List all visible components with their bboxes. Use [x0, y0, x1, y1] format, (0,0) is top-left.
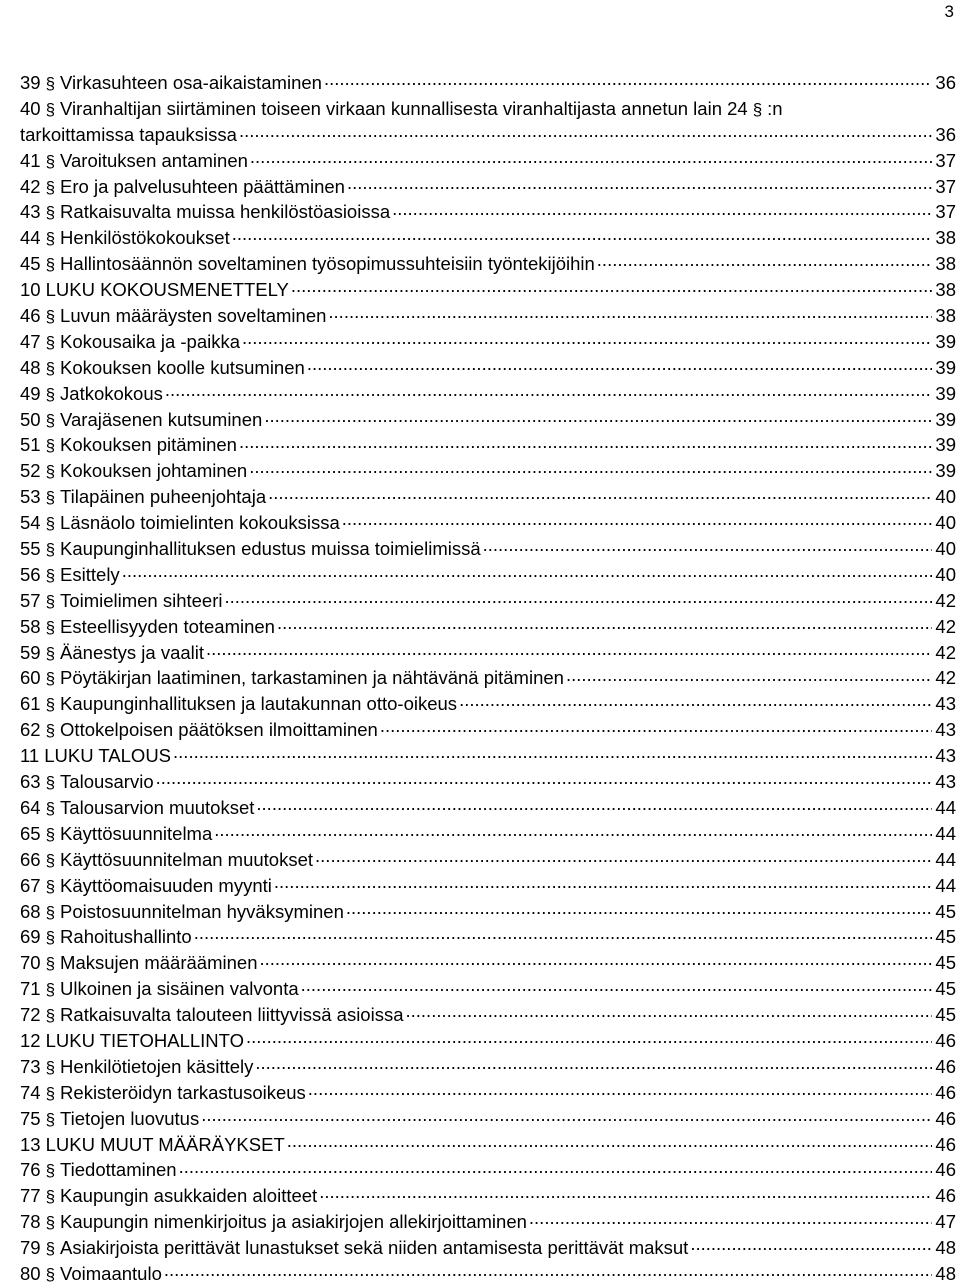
toc-entry[interactable]: [20, 769, 956, 795]
toc-entry-page: 44: [935, 874, 956, 896]
toc-entry-title: Kaupungin nimenkirjoitus ja asiakirjojen allekirjoittaminen: [60, 1211, 527, 1233]
toc-entry-page: 40: [935, 563, 956, 585]
toc-entry-title: Viranhaltijan siirtäminen toiseen virkaan kunnallisesta viranhaltijasta annetun lain 24: [60, 97, 748, 119]
toc-entry-title: Kokousaika ja -paikka: [60, 330, 241, 352]
dot-leader: [179, 1158, 932, 1177]
toc-entry-title: LUKU MUUT MÄÄRÄYKSET: [45, 1133, 285, 1155]
toc-entry[interactable]: [20, 614, 956, 640]
dot-leader: [342, 511, 932, 530]
toc-entry-number: 68: [20, 900, 41, 922]
toc-entry-number: 77: [20, 1185, 41, 1207]
toc-entry-page: 39: [935, 330, 956, 352]
section-sign-icon: §: [45, 1213, 56, 1233]
toc-entry[interactable]: [20, 381, 956, 407]
section-sign-icon: §: [45, 151, 56, 171]
toc-entry[interactable]: [20, 148, 956, 174]
toc-entry-page: 42: [935, 615, 956, 637]
toc-entry-number: 80: [20, 1262, 41, 1284]
toc-entry-page: 46: [935, 1159, 956, 1181]
toc-entry-title: Luvun määräysten soveltaminen: [60, 305, 327, 327]
toc-entry-number: 72: [20, 1004, 41, 1026]
dot-leader: [690, 1236, 932, 1255]
toc-entry-number: 47: [20, 330, 41, 352]
toc-entry[interactable]: [20, 873, 956, 899]
dot-leader: [291, 278, 932, 297]
toc-entry-title: Esittely: [60, 563, 120, 585]
toc-entry[interactable]: [20, 174, 956, 200]
dot-leader: [239, 433, 932, 452]
section-sign-icon: §: [45, 436, 56, 456]
toc-chapter[interactable]: [20, 1028, 956, 1054]
dot-leader: [122, 562, 932, 581]
toc-entry-number: 58: [20, 615, 41, 637]
toc-chapter[interactable]: [20, 277, 956, 303]
toc-entry-number: 11: [20, 745, 40, 767]
toc-entry-number: 50: [20, 408, 41, 430]
toc-entry-title: Poistosuunnitelman hyväksyminen: [60, 900, 344, 922]
dot-leader: [256, 795, 932, 814]
toc-entry-number: 40: [20, 97, 41, 119]
section-sign-icon: §: [45, 980, 56, 1000]
toc-entry-page: 38: [935, 279, 956, 301]
section-sign-icon: §: [45, 229, 56, 249]
toc-entry-page: 40: [935, 512, 956, 534]
toc-entry-number: 43: [20, 201, 41, 223]
section-sign-icon: §: [45, 1006, 56, 1026]
toc-entry[interactable]: [20, 484, 956, 510]
dot-leader: [307, 355, 932, 374]
toc-entry[interactable]: [20, 1054, 956, 1080]
toc-entry-page: 43: [935, 693, 956, 715]
toc-entry-title: Ratkaisuvalta muissa henkilöstöasioissa: [60, 201, 391, 223]
toc-entry[interactable]: [20, 1209, 956, 1235]
toc-entry[interactable]: [20, 1106, 956, 1132]
toc-entry-title: LUKU TALOUS: [44, 745, 172, 767]
toc-entry-title: Äänestys ja vaalit: [60, 641, 205, 663]
section-sign-icon: §: [45, 695, 56, 715]
toc-entry-page: 37: [935, 201, 956, 223]
toc-entry[interactable]: [20, 1157, 956, 1183]
toc-entry[interactable]: [20, 795, 956, 821]
section-sign-icon: §: [45, 177, 56, 197]
toc-entry[interactable]: [20, 70, 956, 96]
toc-entry-page: 38: [935, 305, 956, 327]
dot-leader: [459, 692, 932, 711]
toc-entry-title: Tilapäinen puheenjohtaja: [60, 486, 267, 508]
toc-entry[interactable]: [20, 199, 956, 225]
toc-entry[interactable]: [20, 924, 956, 950]
section-sign-icon: §: [45, 1187, 56, 1207]
toc-entry-title: LUKU TIETOHALLINTO: [45, 1029, 245, 1051]
toc-entry-number: 60: [20, 667, 41, 689]
toc-entry-page: 37: [935, 175, 956, 197]
toc-entry-title: Pöytäkirjan laatiminen, tarkastaminen ja nähtävänä pitäminen: [60, 667, 564, 689]
toc-entry[interactable]: [20, 303, 956, 329]
toc-entry-title: Kaupunginhallituksen ja lautakunnan otto-oikeus: [60, 693, 458, 715]
toc-entry-page: 40: [935, 538, 956, 560]
toc-entry-page: 48: [935, 1237, 956, 1259]
toc-entry-page: 45: [935, 900, 956, 922]
section-sign-icon: §: [45, 928, 56, 948]
dot-leader: [380, 718, 932, 737]
toc-entry[interactable]: [20, 665, 956, 691]
dot-leader: [566, 666, 932, 685]
toc-entry[interactable]: [20, 432, 956, 458]
toc-entry-page: 38: [935, 253, 956, 275]
toc-entry-page: 46: [935, 1107, 956, 1129]
toc-entry[interactable]: [20, 1002, 956, 1028]
toc-entry-number: 44: [20, 227, 41, 249]
dot-leader: [214, 821, 932, 840]
toc-entry-number: 59: [20, 641, 41, 663]
section-sign-icon: §: [45, 850, 56, 870]
dot-leader: [156, 770, 932, 789]
toc-entry-page: 45: [935, 978, 956, 1000]
dot-leader: [287, 1132, 932, 1151]
toc-entry-page: 45: [935, 926, 956, 948]
section-sign-icon: §: [45, 74, 56, 93]
toc-entry-title: Kaupunginhallituksen edustus muissa toimielimissä: [60, 538, 481, 560]
toc-entry-page: 43: [935, 745, 956, 767]
section-sign-icon: §: [45, 358, 56, 378]
toc-entry[interactable]: [20, 536, 956, 562]
toc-entry[interactable]: [20, 950, 956, 976]
section-sign-icon: §: [45, 798, 56, 818]
toc-entry-title: Tiedottaminen: [60, 1159, 177, 1181]
toc-entry-page: 43: [935, 719, 956, 741]
toc-entry-number: 67: [20, 874, 41, 896]
toc-entry-number: 41: [20, 149, 41, 171]
toc-entry-title: Rahoitushallinto: [60, 926, 192, 948]
toc-entry-number: 42: [20, 175, 41, 197]
toc-entry-number: 54: [20, 512, 41, 534]
toc-entry-number: 64: [20, 796, 41, 818]
dot-leader: [206, 640, 932, 659]
toc-entry[interactable]: [20, 562, 956, 588]
dot-leader: [232, 226, 932, 245]
toc-entry-title: Tietojen luovutus: [60, 1107, 200, 1129]
section-sign-icon: §: [45, 902, 56, 922]
dot-leader: [264, 407, 932, 426]
toc-entry-page: 45: [935, 952, 956, 974]
section-sign-icon: §: [45, 384, 56, 404]
dot-leader: [242, 329, 932, 348]
section-sign-icon: §: [45, 332, 56, 352]
section-sign-icon: §: [45, 1239, 56, 1259]
toc-chapter[interactable]: [20, 743, 956, 769]
toc-entry-title: Ulkoinen ja sisäinen valvonta: [60, 978, 299, 1000]
toc-entry[interactable]: [20, 251, 956, 277]
toc-entry-title: Varoituksen antaminen: [60, 149, 248, 171]
section-sign-icon: §: [45, 307, 56, 327]
dot-leader: [392, 200, 932, 219]
toc-entry[interactable]: [20, 329, 956, 355]
toc-entry-page: 45: [935, 1004, 956, 1026]
toc-entry-page: 46: [935, 1055, 956, 1077]
toc-entry-title: Kokouksen pitäminen: [60, 434, 237, 456]
toc-entry-number: 74: [20, 1081, 41, 1103]
toc-entry-title: Kokouksen koolle kutsuminen: [60, 356, 305, 378]
toc-entry-number: 75: [20, 1107, 41, 1129]
toc-entry-page: 36: [935, 123, 956, 145]
toc-entry-title: Käyttösuunnitelman muutokset: [60, 848, 314, 870]
section-sign-icon: §: [45, 643, 56, 663]
toc-entry-title: Kokouksen johtaminen: [60, 460, 248, 482]
toc-entry-page: 47: [935, 1211, 956, 1233]
toc-entry[interactable]: [20, 355, 956, 381]
section-sign-icon: §: [45, 721, 56, 741]
toc-entry-number: 66: [20, 848, 41, 870]
dot-leader: [346, 899, 932, 918]
toc-entry-title: Käyttöomaisuuden myynti: [60, 874, 272, 896]
dot-leader: [255, 1054, 932, 1073]
toc-entry-page: 46: [935, 1029, 956, 1051]
page-number: 3: [944, 2, 954, 21]
toc-entry[interactable]: [20, 510, 956, 536]
toc-entry-number: 69: [20, 926, 41, 948]
toc-entry-title: Läsnäolo toimielinten kokouksissa: [60, 512, 340, 534]
section-sign-icon: §: [45, 954, 56, 974]
toc-entry-page: 44: [935, 848, 956, 870]
toc-entry-title: Kaupungin asukkaiden aloitteet: [60, 1185, 318, 1207]
dot-leader: [597, 252, 932, 271]
section-sign-icon: §: [45, 824, 56, 844]
toc-entry-number: 45: [20, 253, 41, 275]
dot-leader: [173, 744, 932, 763]
section-sign-icon: §: [752, 99, 763, 119]
toc-entry-title: LUKU KOKOUSMENETTELY: [45, 279, 289, 301]
toc-entry[interactable]: [20, 1261, 956, 1287]
toc-entry[interactable]: [20, 717, 956, 743]
dot-leader: [347, 174, 932, 193]
section-sign-icon: §: [45, 1109, 56, 1129]
toc-entry-page: 42: [935, 589, 956, 611]
section-sign-icon: §: [45, 540, 56, 560]
toc-entry[interactable]: [20, 588, 956, 614]
dot-leader: [259, 951, 932, 970]
toc-entry-title: Toimielimen sihteeri: [60, 589, 223, 611]
toc-entry-number: 13: [20, 1133, 41, 1155]
toc-entry-page: 39: [935, 356, 956, 378]
toc-entry[interactable]: [20, 1183, 956, 1209]
table-of-contents: [20, 70, 956, 1287]
toc-entry-page: 44: [935, 822, 956, 844]
dot-leader: [268, 485, 932, 504]
section-sign-icon: §: [45, 1057, 56, 1077]
section-sign-icon: §: [45, 617, 56, 637]
toc-entry-title: Varajäsenen kutsuminen: [60, 408, 263, 430]
toc-entry-number: 10: [20, 279, 41, 301]
section-sign-icon: §: [45, 1264, 56, 1284]
dot-leader: [406, 1003, 933, 1022]
section-sign-icon: §: [45, 99, 56, 119]
toc-entry[interactable]: [20, 847, 956, 873]
dot-leader: [165, 381, 932, 400]
toc-entry-page: 43: [935, 771, 956, 793]
toc-entry-page: 44: [935, 796, 956, 818]
dot-leader: [529, 1210, 932, 1229]
toc-entry-number: 76: [20, 1159, 41, 1181]
toc-entry[interactable]: [20, 225, 956, 251]
toc-entry-number: 78: [20, 1211, 41, 1233]
toc-entry-title: Ero ja palvelusuhteen päättäminen: [60, 175, 345, 197]
dot-leader: [301, 977, 932, 996]
section-sign-icon: §: [45, 203, 56, 223]
section-sign-icon: §: [45, 773, 56, 793]
toc-entry-title-suffix: :n: [767, 97, 783, 119]
toc-entry-title-continued: tarkoittamissa tapauksissa: [20, 123, 237, 145]
toc-entry-title: Henkilötietojen käsittely: [60, 1055, 254, 1077]
section-sign-icon: §: [45, 669, 56, 689]
toc-entry-title: Jatkokokous: [60, 382, 163, 404]
toc-entry-title: Hallintosäännön soveltaminen työsopimussuhteisiin työntekijöihin: [60, 253, 595, 275]
toc-entry-page: 37: [935, 149, 956, 171]
section-sign-icon: §: [45, 876, 56, 896]
toc-entry-page: 42: [935, 641, 956, 663]
dot-leader: [277, 614, 932, 633]
dot-leader: [164, 1261, 932, 1280]
section-sign-icon: §: [45, 462, 56, 482]
dot-leader: [483, 537, 932, 556]
toc-entry-title: Rekisteröidyn tarkastusoikeus: [60, 1081, 306, 1103]
toc-entry[interactable]: [20, 976, 956, 1002]
toc-entry-number: 53: [20, 486, 41, 508]
toc-entry[interactable]: [20, 640, 956, 666]
toc-entry-page: 39: [935, 382, 956, 404]
dot-leader: [250, 148, 932, 167]
toc-entry-title: Asiakirjoista perittävät lunastukset sekä niiden antamisesta perittävät maksut: [60, 1237, 689, 1259]
dot-leader: [249, 459, 932, 478]
toc-entry-page: 39: [935, 408, 956, 430]
toc-chapter[interactable]: [20, 1132, 956, 1158]
toc-entry-number: 56: [20, 563, 41, 585]
toc-entry[interactable]: [20, 821, 956, 847]
section-sign-icon: §: [45, 565, 56, 585]
toc-entry[interactable]: [20, 899, 956, 925]
toc-entry-number: 48: [20, 356, 41, 378]
toc-entry-title: Talousarvio: [60, 771, 154, 793]
toc-entry-page: 39: [935, 434, 956, 456]
toc-entry-title: Ottokelpoisen päätöksen ilmoittaminen: [60, 719, 378, 741]
dot-leader: [246, 1028, 932, 1047]
toc-entry[interactable]: [20, 407, 956, 433]
toc-entry-title: Talousarvion muutokset: [60, 796, 255, 818]
toc-entry[interactable]: [20, 96, 956, 122]
toc-entry-number: 12: [20, 1029, 41, 1051]
section-sign-icon: §: [45, 1161, 56, 1181]
toc-entry-page: 40: [935, 486, 956, 508]
section-sign-icon: §: [45, 488, 56, 508]
toc-entry[interactable]: [20, 1080, 956, 1106]
section-sign-icon: §: [45, 410, 56, 430]
toc-entry-title: Esteellisyyden toteaminen: [60, 615, 275, 637]
toc-entry-title: Henkilöstökokoukset: [60, 227, 230, 249]
section-sign-icon: §: [45, 1083, 56, 1103]
toc-entry[interactable]: [20, 1235, 956, 1261]
toc-entry-number: 73: [20, 1055, 41, 1077]
toc-entry-title: Maksujen määrääminen: [60, 952, 258, 974]
dot-leader: [324, 71, 932, 90]
dot-leader: [274, 873, 932, 892]
dot-leader: [239, 122, 932, 141]
section-sign-icon: §: [45, 255, 56, 275]
toc-entry-page: 39: [935, 460, 956, 482]
toc-entry-number: 65: [20, 822, 41, 844]
toc-entry-number: 79: [20, 1237, 41, 1259]
toc-entry-number: 52: [20, 460, 41, 482]
toc-entry-title: Virkasuhteen osa-aikaistaminen: [60, 72, 322, 93]
toc-entry-page: 42: [935, 667, 956, 689]
dot-leader: [308, 1080, 932, 1099]
toc-entry-number: 70: [20, 952, 41, 974]
toc-entry[interactable]: [20, 458, 956, 484]
toc-entry-number: 63: [20, 771, 41, 793]
toc-entry-number: 39: [20, 72, 41, 93]
dot-leader: [225, 588, 933, 607]
toc-entry-title: Käyttösuunnitelma: [60, 822, 213, 844]
toc-entry[interactable]: [20, 691, 956, 717]
toc-entry-number: 57: [20, 589, 41, 611]
dot-leader: [319, 1184, 932, 1203]
toc-entry-number: 51: [20, 434, 41, 456]
toc-entry-title: Voimaantulo: [60, 1262, 162, 1284]
toc-entry-page: 48: [935, 1262, 956, 1284]
toc-entry-number: 61: [20, 693, 41, 715]
toc-entry-continuation[interactable]: [20, 122, 956, 148]
toc-entry-page: 46: [935, 1081, 956, 1103]
toc-entry-number: 46: [20, 305, 41, 327]
toc-entry-page: 46: [935, 1185, 956, 1207]
dot-leader: [315, 847, 932, 866]
toc-entry-title: Ratkaisuvalta talouteen liittyvissä asioissa: [60, 1004, 404, 1026]
toc-entry-page: 38: [935, 227, 956, 249]
toc-entry-number: 55: [20, 538, 41, 560]
section-sign-icon: §: [45, 514, 56, 534]
toc-entry-number: 71: [20, 978, 41, 1000]
toc-entry-number: 62: [20, 719, 41, 741]
toc-entry-page: 36: [935, 72, 956, 93]
dot-leader: [328, 304, 932, 323]
dot-leader: [194, 925, 932, 944]
dot-leader: [201, 1106, 932, 1125]
toc-entry-page: 46: [935, 1133, 956, 1155]
section-sign-icon: §: [45, 591, 56, 611]
toc-entry-number: 49: [20, 382, 41, 404]
